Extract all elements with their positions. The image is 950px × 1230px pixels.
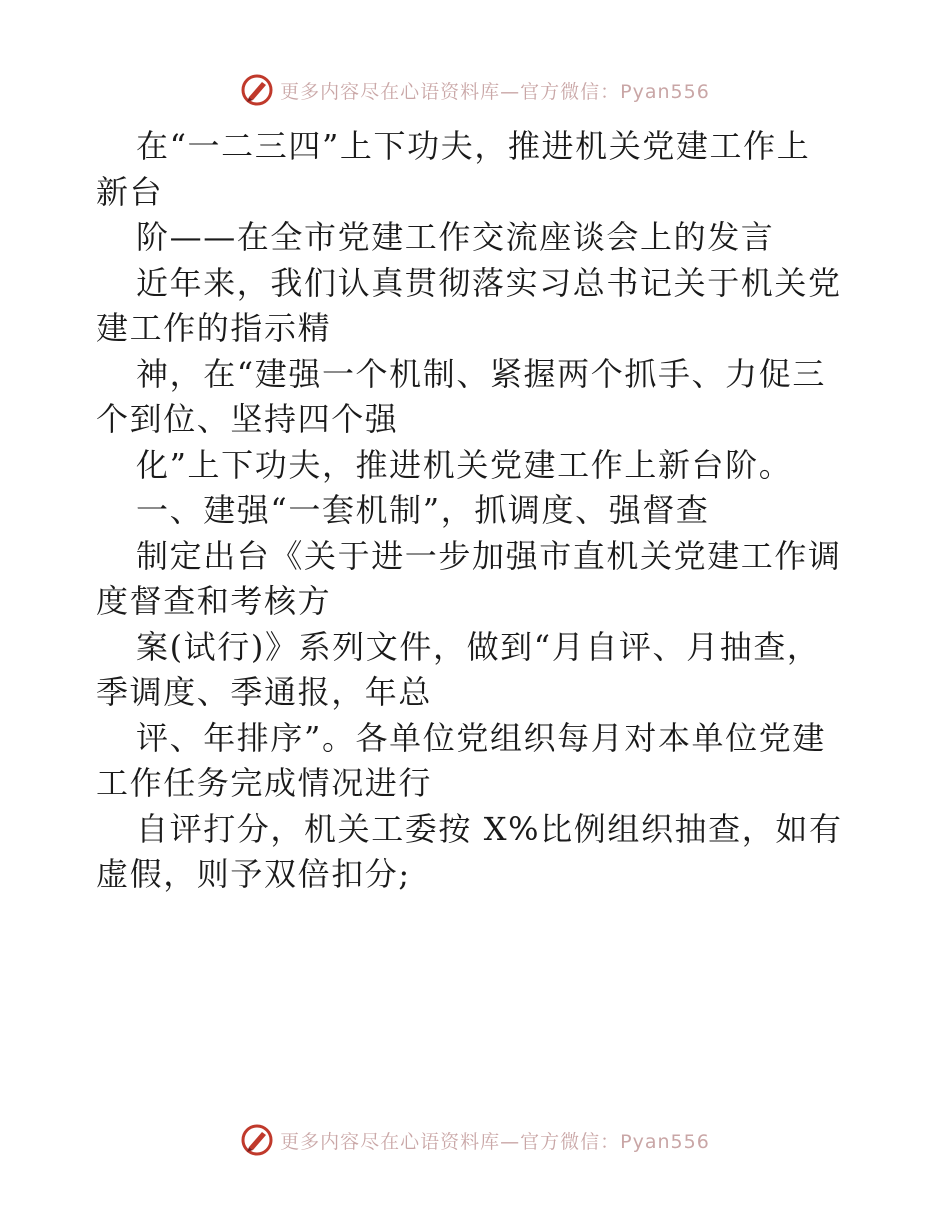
doc-line: 季调度、季通报，年总 <box>96 673 433 711</box>
doc-line: 度督查和考核方 <box>96 582 332 620</box>
doc-line: 案(试行)》系列文件，做到“月自评、月抽查， <box>136 627 821 666</box>
doc-line: 制定出台《关于进一步加强市直机关党建工作调 <box>136 536 842 575</box>
doc-line: 自评打分，机关工委按 X%比例组织抽查，如有 <box>136 809 843 848</box>
doc-line: 神，在“建强一个机制、紧握两个抓手、力促三 <box>136 354 826 393</box>
doc-line: 虚假，则予双倍扣分; <box>96 855 411 893</box>
header-banner <box>0 70 950 110</box>
doc-line: 近年来，我们认真贯彻落实习总书记关于机关党 <box>136 263 842 302</box>
document-body <box>96 124 856 898</box>
footer-banner-text: 更多内容尽在心语资料库—官方微信：Pyan556 <box>280 1130 710 1153</box>
pen-logo-icon <box>240 73 274 107</box>
doc-line: 在“一二三四”上下功夫，推进机关党建工作上 <box>136 127 811 165</box>
doc-line: 化”上下功夫，推进机关党建工作上新台阶。 <box>136 445 793 484</box>
doc-line: 一、建强“一套机制”，抓调度、强督查 <box>136 491 710 529</box>
doc-line: 阶——在全市党建工作交流座谈会上的发言 <box>136 218 775 256</box>
pen-logo-icon <box>240 1123 274 1157</box>
doc-line: 建工作的指示精 <box>96 309 332 347</box>
doc-line: 个到位、坚持四个强 <box>96 400 399 438</box>
doc-line: 评、年排序”。各单位党组织每月对本单位党建 <box>136 718 826 757</box>
footer-banner <box>0 1120 950 1160</box>
doc-line: 新台 <box>96 172 164 211</box>
header-banner-text: 更多内容尽在心语资料库—官方微信：Pyan556 <box>280 80 710 103</box>
doc-line: 工作任务完成情况进行 <box>96 764 433 802</box>
